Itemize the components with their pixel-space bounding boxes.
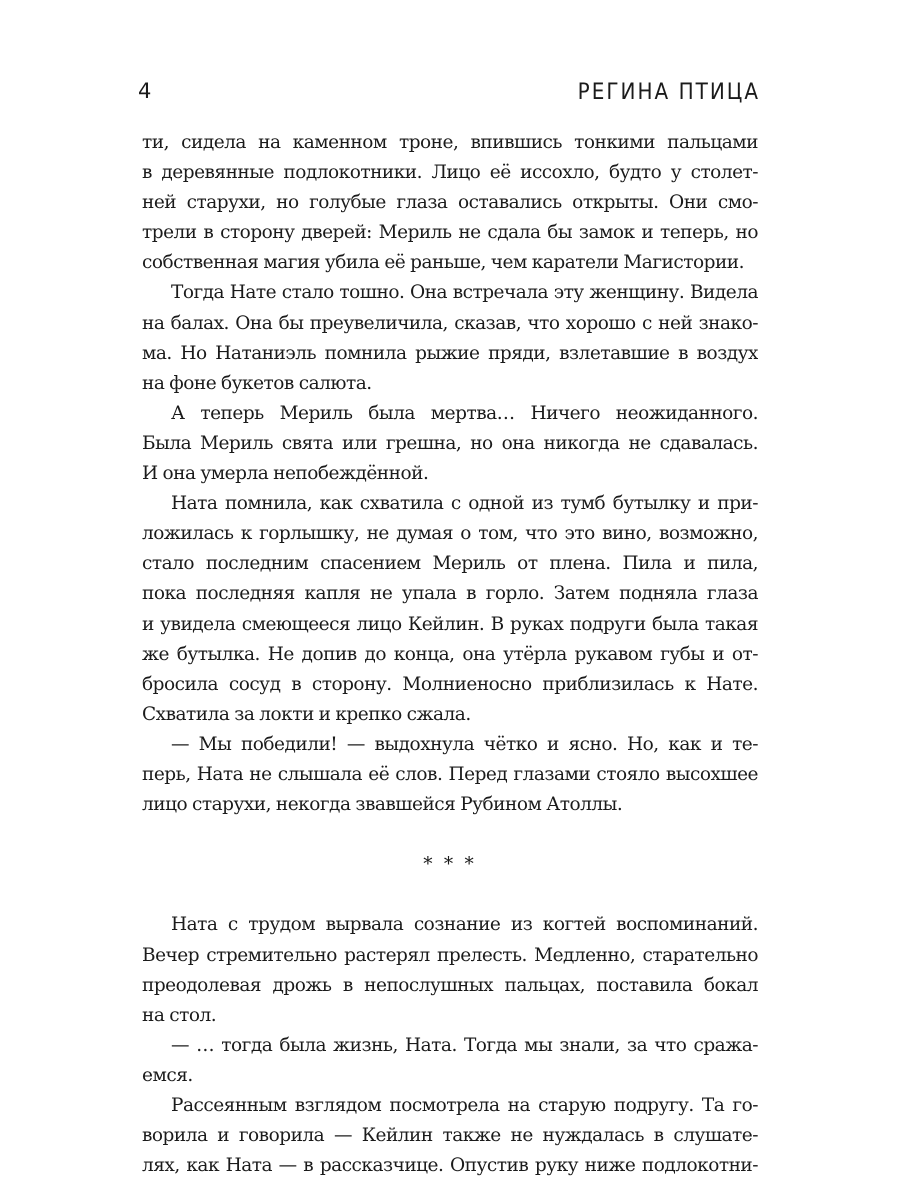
text-line: — Мы победили! — выдохнула чётко и ясно. Но, как и те- — [171, 733, 758, 755]
text-line: стало последним спасением Мериль от плена. Пила и пила, — [142, 553, 758, 575]
book-text — [142, 128, 758, 1181]
text-line: ти, сидела на каменном троне, впившись тонкими пальцами — [142, 132, 758, 153]
text-line: в деревянные подлокотники. Лицо её иссохло, будто у столет- — [142, 162, 758, 184]
text-line: Схватила за локти и крепко сжала. — [142, 703, 471, 725]
text-line: Ната с трудом вырвала сознание из когтей воспоминаний. — [171, 914, 758, 936]
page-number: 4 — [138, 79, 152, 103]
scene-separator: * * * — [423, 854, 477, 876]
text-line: же бутылка. Не допив до конца, она утёрла рукавом губы и от- — [142, 643, 758, 665]
text-line: и увидела смеющееся лицо Кейлин. В руках подруги была такая — [142, 613, 758, 635]
text-line: ложилась к горлышку, не думая о том, что это вино, возможно, — [142, 523, 758, 545]
text-line: емся. — [142, 1064, 193, 1086]
text-line: — … тогда была жизнь, Ната. Тогда мы знали, за что сража- — [171, 1034, 758, 1056]
text-line: Ната помнила, как схватила с одной из тумб бутылку и при- — [171, 493, 758, 515]
text-line: преодолевая дрожь в непослушных пальцах, поставила бокал — [142, 974, 758, 996]
text-line: Была Мериль свята или грешна, но она никогда не сдавалась. — [142, 432, 758, 454]
text-line: на фоне букетов салюта. — [142, 372, 372, 394]
blank-line — [142, 880, 758, 910]
text-line: ма. Но Натаниэль помнила рыжие пряди, взлетавшие в воздух — [142, 342, 758, 364]
text-line: бросила сосуд в сторону. Молниеносно приблизилась к Нате. — [142, 673, 758, 695]
text-section-2 — [142, 910, 758, 1181]
text-line: И она умерла непобеждённой. — [142, 463, 429, 485]
text-line: трели в сторону дверей: Мериль не сдала бы замок и теперь, но — [142, 222, 758, 244]
text-line: Тогда Нате стало тошно. Она встречала эту женщину. Видела — [171, 282, 758, 304]
text-line: на стол. — [142, 1004, 217, 1026]
running-title: РЕГИНА ПТИЦА — [577, 77, 760, 105]
text-line: на балах. Она бы преувеличила, сказав, что хорошо с ней знако- — [142, 312, 758, 334]
text-line: ворила и говорила — Кейлин также не нуждалась в слушате- — [142, 1125, 758, 1147]
text-line: Рассеянным взглядом посмотрела на старую подругу. Та го- — [171, 1095, 758, 1116]
text-line: пока последняя капля не упала в горло. Затем подняла глаза — [142, 583, 758, 605]
text-line: А теперь Мериль была мертва… Ничего неожиданного. — [171, 402, 758, 424]
text-line: лицо старухи, некогда звавшейся Рубином Атоллы. — [142, 794, 623, 816]
text-line: перь, Ната не слышала её слов. Перед глазами стояло высохшее — [142, 763, 758, 785]
text-section-1 — [142, 128, 758, 820]
text-line: ней старухи, но голубые глаза оставались открыты. Они смо- — [142, 192, 758, 214]
blank-line — [142, 820, 758, 850]
text-line: лях, как Ната — в рассказчице. Опустив руку ниже подлокотни- — [142, 1155, 758, 1177]
text-line: собственная магия убила её раньше, чем каратели Магистории. — [142, 252, 744, 274]
text-line: Вечер стремительно растерял прелесть. Медленно, старательно — [142, 944, 758, 966]
